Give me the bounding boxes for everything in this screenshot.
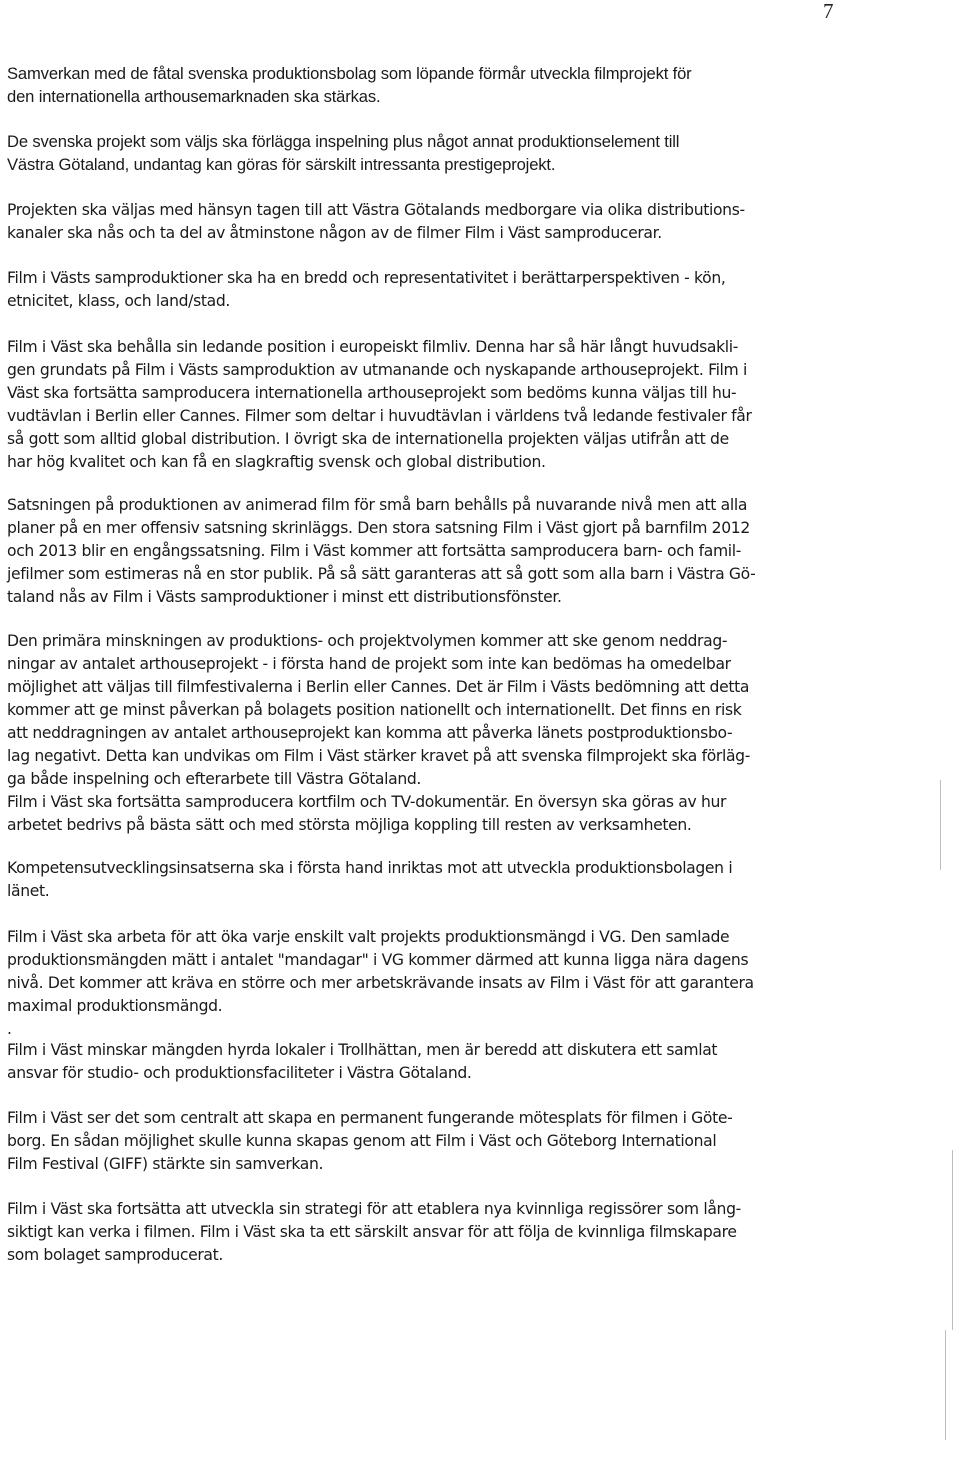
text-line: som bolaget samproducerat. [7,1246,223,1264]
scan-mark [945,1330,946,1440]
text-line: borg. En sådan möjlighet skulle kunna skapas genom att Film i Väst och Göteborg International [7,1132,717,1150]
text-line: gen grundats på Film i Västs samproduktion av utmanande och nyskapande arthouseprojekt. Film i [7,361,747,379]
text-line: . [7,1020,12,1038]
text-line: Film i Väst ska arbeta för att öka varje enskilt valt projekts produktionsmängd i VG. Den samlade [7,928,730,946]
text-line: maximal produktionsmängd. [7,997,223,1015]
paragraph-12 [7,1198,741,1267]
text-line: har hög kvalitet och kan få en slagkraftig svensk och global distribution. [7,453,546,471]
text-line: Den primära minskningen av produktions- och projektvolymen kommer att ske genom neddrag- [7,632,728,650]
text-line: den internationella arthousemarknaden ska stärkas. [7,87,381,106]
text-line: Film i Väst ser det som centralt att skapa en permanent fungerande mötesplats för filmen i Göte- [7,1109,733,1127]
text-line: Väst ska fortsätta samproducera internationella arthouseprojekt som bedöms kunna väljas till hu- [7,384,737,402]
text-line: siktigt kan verka i filmen. Film i Väst ska ta ett särskilt ansvar för att följa de kvinnliga filmskapare [7,1223,737,1241]
text-line: produktionsmängden mätt i antalet "mandagar" i VG kommer därmed att kunna ligga nära dagens [7,951,749,969]
text-line: Samverkan med de fåtal svenska produktionsbolag som löpande förmår utveckla filmprojekt för [7,64,692,83]
paragraph-5 [7,336,752,474]
text-line: Film i Väst ska fortsätta samproducera kortfilm och TV-dokumentär. En översyn ska göras av hur [7,793,727,811]
text-line: så gott som alltid global distribution. I övrigt ska de internationella projekten väljas utifrån att de [7,430,729,448]
text-line: och 2013 blir en engångssatsning. Film i Väst kommer att fortsätta samproducera barn- och famil- [7,542,742,560]
paragraph-8 [7,857,732,903]
text-line: arbetet bedrivs på bästa sätt och med största möjliga koppling till resten av verksamheten. [7,816,692,834]
paragraph-1 [7,62,692,108]
text-line: planer på en mer offensiv satsning skrinläggs. Den stora satsning Film i Väst gjort på barnfilm 2012 [7,519,750,537]
text-line: Västra Götaland, undantag kan göras för särskilt intressanta prestigeprojekt. [7,155,556,174]
text-line: kommer att ge minst påverkan på bolagets position nationellt och internationellt. Det finns en risk [7,701,742,719]
text-line: Film i Väst minskar mängden hyrda lokaler i Trollhättan, men är beredd att diskutera ett samlat [7,1041,718,1059]
text-line: vudtävlan i Berlin eller Cannes. Filmer som deltar i huvudtävlan i världens två ledande festivaler får [7,407,752,425]
text-line: att neddragningen av antalet arthouseprojekt kan komma att påverka länets postproduktionsbo- [7,724,733,742]
paragraph-10 [7,1039,717,1085]
text-line: Projekten ska väljas med hänsyn tagen till att Västra Götalands medborgare via olika distributions- [7,201,745,219]
scan-mark [952,1150,953,1330]
text-line: ga både inspelning och efterarbete till Västra Götaland. [7,770,422,788]
text-line: Kompetensutvecklingsinsatserna ska i första hand inriktas mot att utveckla produktionsbolagen i [7,859,733,877]
paragraph-11 [7,1107,732,1176]
text-line: Film i Väst ska behålla sin ledande position i europeiskt filmliv. Denna har så här långt huvudsakli- [7,338,739,356]
paragraph-9 [7,926,754,1041]
text-line: ansvar för studio- och produktionsfaciliteter i Västra Götaland. [7,1064,472,1082]
text-line: ningar av antalet arthouseprojekt - i första hand de projekt som inte kan bedömas ha omedelbar [7,655,731,673]
text-line: Film i Väst ska fortsätta att utveckla sin strategi för att etablera nya kvinnliga regissörer som lång- [7,1200,741,1218]
text-line: möjlighet att väljas till filmfestivalerna i Berlin eller Cannes. Det är Film i Västs bedömning att detta [7,678,750,696]
text-line: etnicitet, klass, och land/stad. [7,292,230,310]
text-line: De svenska projekt som väljs ska förlägga inspelning plus något annat produktionselement till [7,132,680,151]
text-line: Film i Västs samproduktioner ska ha en bredd och representativitet i berättarperspektiven - kön, [7,269,726,287]
text-line: taland nås av Film i Västs samproduktioner i minst ett distributionsfönster. [7,588,562,606]
paragraph-6 [7,494,755,609]
scan-mark [940,780,941,870]
text-line: nivå. Det kommer att kräva en större och mer arbetskrävande insats av Film i Väst för att garantera [7,974,754,992]
text-line: länet. [7,882,50,900]
text-line: kanaler ska nås och ta del av åtminstone någon av de filmer Film i Väst samproducerar. [7,224,662,242]
paragraph-2 [7,130,679,176]
paragraph-3 [7,199,745,245]
page-number: 7 [823,0,834,23]
text-line: jefilmer som estimeras nå en stor publik. På så sätt garanteras att så gott som alla barn i Västra Gö- [7,565,756,583]
paragraph-7 [7,630,750,837]
text-line: Film Festival (GIFF) stärkte sin samverkan. [7,1155,324,1173]
paragraph-4 [7,267,726,313]
text-line: lag negativt. Detta kan undvikas om Film i Väst stärker kravet på att svenska filmprojekt ska förläg- [7,747,751,765]
text-line: Satsningen på produktionen av animerad film för små barn behålls på nuvarande nivå men att alla [7,496,748,514]
